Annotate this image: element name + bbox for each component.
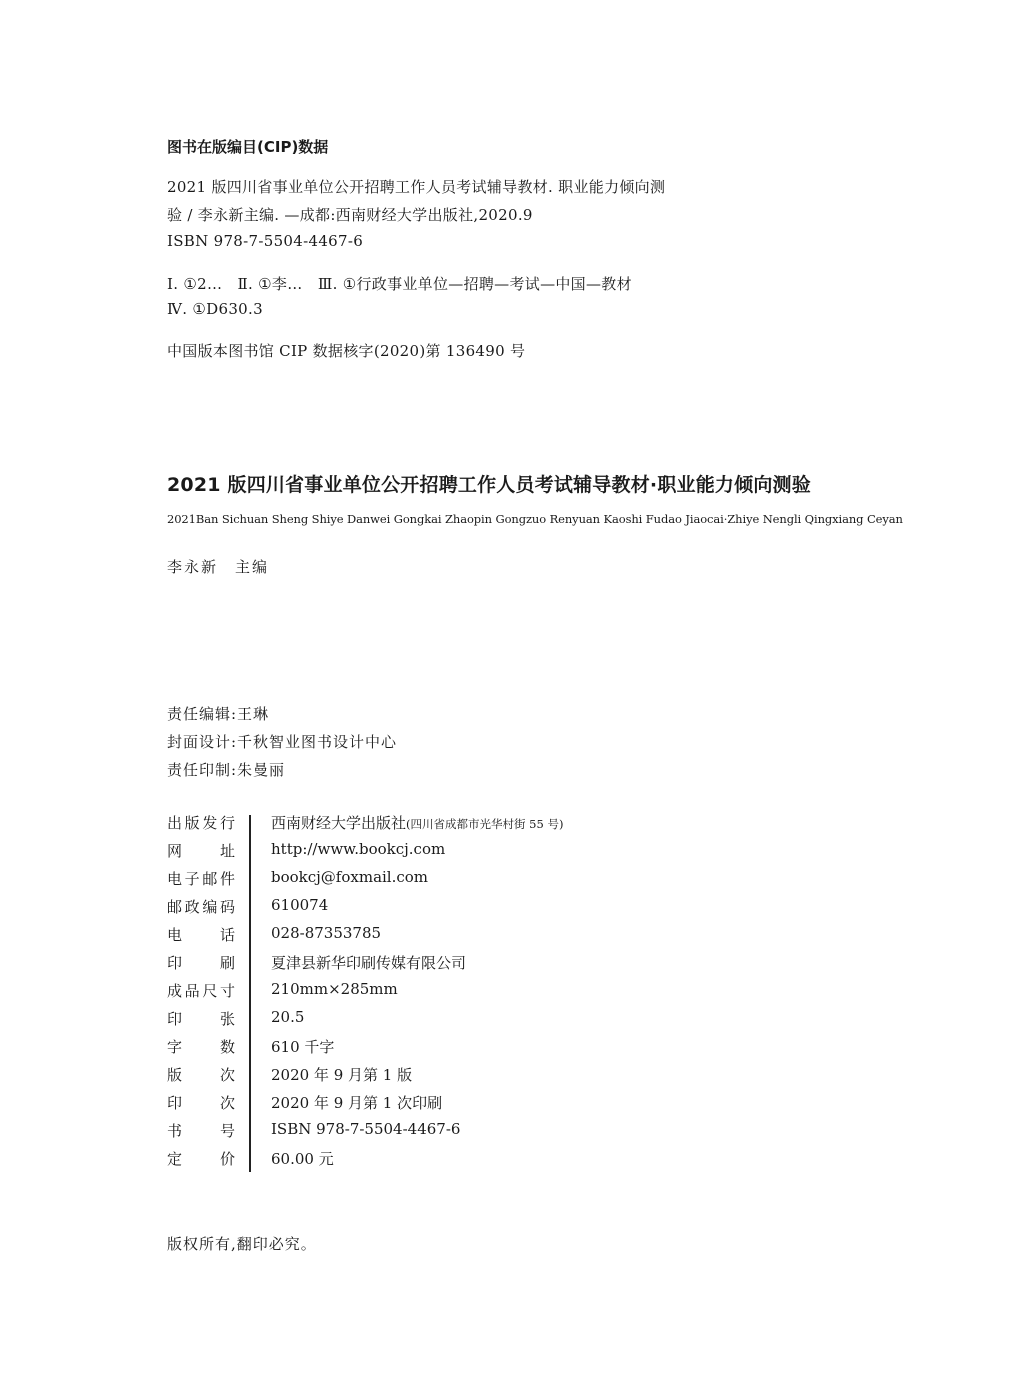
cip-isbn: ISBN 978-7-5504-4467-6 [167,232,364,250]
row-label: 成品尺寸 [167,982,235,1000]
email-link[interactable]: bookcj@foxmail.com [271,868,429,886]
cip-line: 2021 版四川省事业单位公开招聘工作人员考试辅导教材. 职业能力倾向测 [167,178,666,196]
row-label: 网址 [167,842,235,860]
publisher-name: 西南财经大学出版社 [271,814,407,832]
row-label: 印刷 [167,954,235,972]
row-value: 210mm×285mm [271,980,398,998]
row-value: 610074 [271,896,329,914]
cip-classification: Ⅳ. ①D630.3 [167,300,263,318]
book-title: 2021 版四川省事业单位公开招聘工作人员考试辅导教材·职业能力倾向测验 [167,474,811,496]
row-value: 20.5 [271,1008,305,1026]
row-value: ISBN 978-7-5504-4467-6 [271,1120,461,1138]
book-title-pinyin: 2021Ban Sichuan Sheng Shiye Danwei Gongkai Zhaopin Gongzuo Renyuan Kaoshi Fudao Jiaocai·Zhiye Nengli Qingxiang Ceyan [167,512,903,526]
cip-classification: Ⅰ. ①2… Ⅱ. ①李… Ⅲ. ①行政事业单位—招聘—考试—中国—教材 [167,275,632,293]
row-value: 60.00 元 [271,1150,334,1168]
row-label: 印次 [167,1094,235,1112]
cip-line: 验 / 李永新主编. —成都:西南财经大学出版社,2020.9 [167,206,533,224]
row-label: 电子邮件 [167,870,235,888]
row-label: 定价 [167,1150,235,1168]
row-label: 版次 [167,1066,235,1084]
cip-record-number: 中国版本图书馆 CIP 数据核字(2020)第 136490 号 [167,342,526,360]
credit-print-supervisor: 责任印制:朱曼丽 [167,761,286,779]
row-value [271,812,563,833]
row-value: 028-87353785 [271,924,382,942]
row-label: 电话 [167,926,235,944]
website-link[interactable]: http://www.bookcj.com [271,840,446,858]
row-label: 出版发行 [167,814,235,832]
credit-editor-in-charge: 责任编辑:王琳 [167,705,270,723]
row-value: 夏津县新华印刷传媒有限公司 [271,954,467,972]
row-label: 邮政编码 [167,898,235,916]
book-editor: 李永新 主编 [167,558,270,576]
cip-heading: 图书在版编目(CIP)数据 [167,138,329,156]
row-value: 2020 年 9 月第 1 版 [271,1066,413,1084]
row-label: 字数 [167,1038,235,1056]
copyright-notice: 版权所有,翻印必究。 [167,1235,317,1253]
credit-cover-design: 封面设计:千秋智业图书设计中心 [167,733,398,751]
publication-divider [249,815,251,1172]
row-label: 书号 [167,1122,235,1140]
row-value: 2020 年 9 月第 1 次印刷 [271,1094,443,1112]
row-label: 印张 [167,1010,235,1028]
publisher-address: (四川省成都市光华村街 55 号) [406,817,564,831]
row-value: 610 千字 [271,1038,335,1056]
